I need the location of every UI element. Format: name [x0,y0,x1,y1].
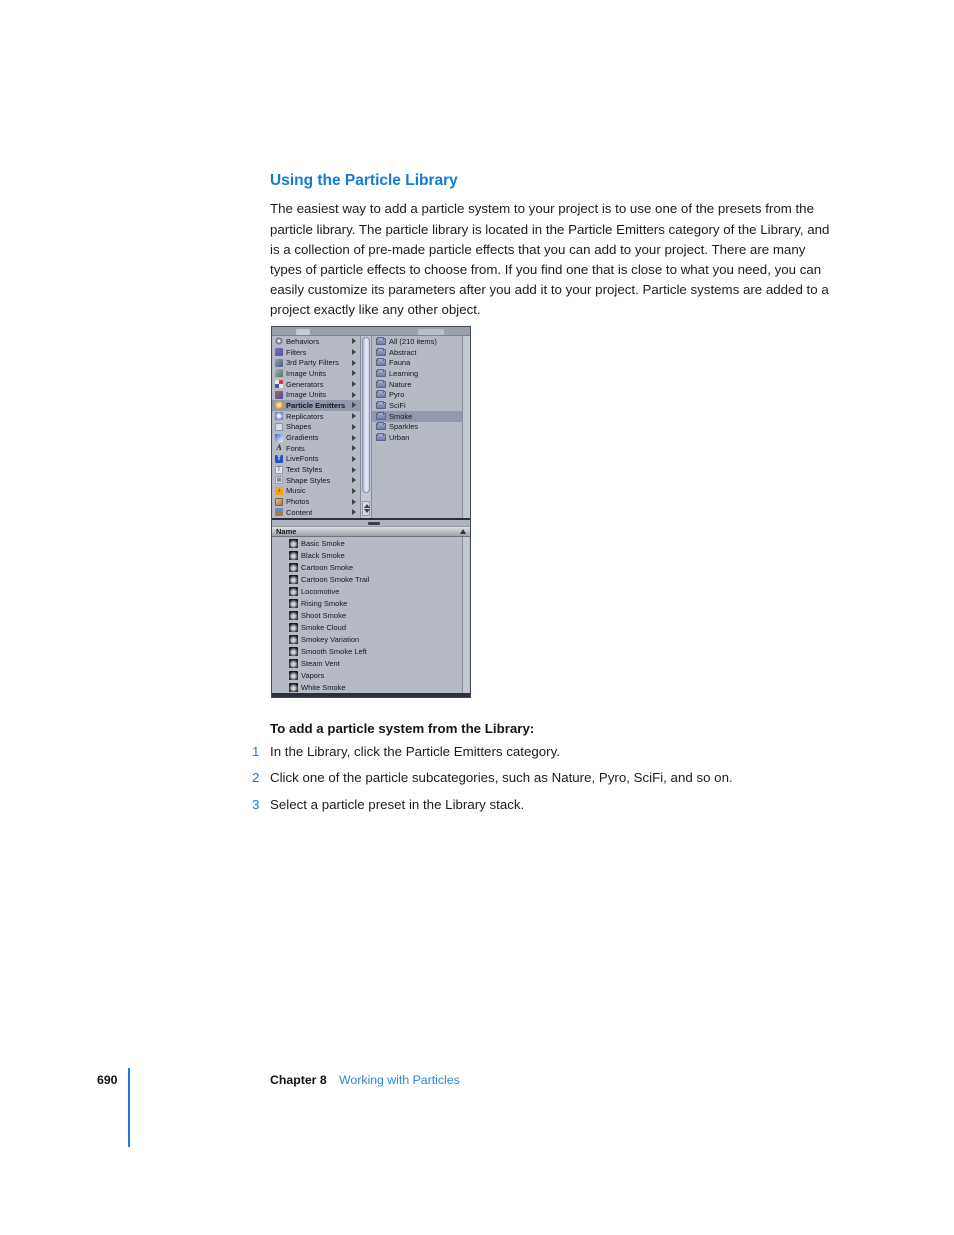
smoke-thumbnail-icon [289,563,298,572]
top-edge-fragment [296,329,310,336]
sort-ascending-icon[interactable] [460,529,466,534]
smoke-thumbnail-icon [289,683,298,692]
preset-row[interactable] [272,597,470,609]
image-units-icon [275,369,283,377]
category-label: Fonts [286,443,305,453]
subcategory-label: All (210 items) [389,336,437,346]
preset-label: Shoot Smoke [301,610,347,620]
subcategory-label: Abstract [389,347,417,357]
scroll-down-icon[interactable] [364,509,370,513]
preset-row[interactable] [272,537,470,549]
stack-scrollbar[interactable] [462,537,469,693]
subcategory-row[interactable] [372,347,462,358]
category-label: Behaviors [286,336,320,346]
folder-icon [376,338,386,345]
smoke-thumbnail-icon [289,575,298,584]
footer-rule [128,1068,130,1147]
preset-row[interactable] [272,573,470,585]
smoke-thumbnail-icon [289,635,298,644]
disclosure-arrow-icon [352,477,356,483]
category-row-behaviors[interactable] [272,336,360,347]
disclosure-arrow-icon [352,392,356,398]
preset-row[interactable] [272,561,470,573]
preset-row[interactable] [272,681,470,693]
disclosure-arrow-icon [352,360,356,366]
category-row-livefonts[interactable] [272,454,360,465]
category-row-photos[interactable] [272,496,360,507]
category-label: Particle Emitters [286,400,346,410]
step-text: Select a particle preset in the Library stack. [270,797,525,812]
preset-label: Basic Smoke [301,538,345,548]
preset-label: Smoke Cloud [301,622,347,632]
disclosure-arrow-icon [352,338,356,344]
preset-label: Smooth Smoke Left [301,646,367,656]
step-2 [252,770,852,785]
subcategory-label: Pyro [389,390,405,400]
category-label: Text Styles [286,465,323,475]
subcategory-row[interactable] [372,357,462,368]
category-row-replicators[interactable] [272,411,360,422]
step-text: Click one of the particle subcategories, such as Nature, Pyro, SciFi, and so on. [270,770,733,785]
scroll-up-icon[interactable] [364,504,370,508]
livefonts-icon [275,455,283,463]
smoke-thumbnail-icon [289,539,298,548]
subcategory-row[interactable] [372,400,462,411]
step-number: 1 [252,744,260,759]
disclosure-arrow-icon [352,424,356,430]
subcategory-row[interactable] [372,411,462,422]
folder-icon [376,402,386,409]
category-list [272,336,361,518]
category-row-music[interactable] [272,486,360,497]
preset-label: Steam Vent [301,658,340,668]
subcategory-row[interactable] [372,389,462,400]
content-icon [275,508,283,516]
disclosure-arrow-icon [352,445,356,451]
category-label: Gradients [286,433,319,443]
particle-emitters-icon [275,401,283,409]
preset-row[interactable] [272,609,470,621]
disclosure-arrow-icon [352,488,356,494]
page-number: 690 [97,1073,118,1087]
category-label: Filters [286,347,307,357]
filters-icon [275,348,283,356]
category-label: Shapes [286,422,312,432]
subcategory-row[interactable] [372,379,462,390]
disclosure-arrow-icon [352,402,356,408]
subcategory-label: Learning [389,368,419,378]
subcategory-scrollbar[interactable] [462,336,470,518]
smoke-thumbnail-icon [289,647,298,656]
subcategory-label: Urban [389,433,410,443]
subcategory-row[interactable] [372,368,462,379]
library-panel-screenshot [272,327,470,697]
preset-label: White Smoke [301,682,346,692]
category-label: Replicators [286,411,324,421]
category-label: LiveFonts [286,454,319,464]
subcategory-label: Fauna [389,358,411,368]
category-row-fonts[interactable] [272,443,360,454]
preset-label: Cartoon Smoke [301,562,354,572]
subcategory-label: Sparkles [389,422,419,432]
category-row-image-units[interactable] [272,368,360,379]
subcategory-label: SciFi [389,400,406,410]
category-row-generators[interactable] [272,379,360,390]
gradients-icon [275,434,283,442]
category-label: Generators [286,379,324,389]
subcategory-label: Smoke [389,411,413,421]
disclosure-arrow-icon [352,456,356,462]
preset-row[interactable] [272,549,470,561]
third-party-filters-icon [275,359,283,367]
disclosure-arrow-icon [352,381,356,387]
preset-row[interactable] [272,645,470,657]
preset-label: Rising Smoke [301,598,348,608]
folder-icon [376,381,386,388]
step-1 [252,744,852,759]
image-units-2-icon [275,391,283,399]
photos-icon [275,498,283,506]
smoke-thumbnail-icon [289,599,298,608]
scrollbar-thumb[interactable] [362,337,370,493]
category-label: Photos [286,497,310,507]
category-scrollbar[interactable] [361,336,372,518]
folder-icon [376,349,386,356]
category-row-filters[interactable] [272,347,360,358]
folder-icon [376,413,386,420]
step-number: 2 [252,770,260,785]
subcategory-list [372,336,462,518]
step-number: 3 [252,797,260,812]
name-column-label: Name [276,527,297,536]
preset-row[interactable] [272,669,470,681]
fonts-icon [275,444,283,452]
category-row-shape-styles[interactable] [272,475,360,486]
category-row-text-styles[interactable] [272,464,360,475]
preset-stack [272,537,470,693]
disclosure-arrow-icon [352,499,356,505]
music-icon [275,487,283,495]
preset-row[interactable] [272,633,470,645]
panel-bottom-edge [272,693,470,697]
category-row-particle-emitters[interactable] [272,400,360,411]
preset-label: Vapors [301,670,325,680]
preset-label: Cartoon Smoke Trail [301,574,370,584]
horizontal-scroll-thumb[interactable] [368,522,380,525]
preset-row[interactable] [272,657,470,669]
category-label: Image Units [286,368,327,378]
intro-paragraph: The easiest way to add a particle system to your project is to use one of the presets from the particle library. The particle library is located in the Particle Emitters category of the Library, and is a collection of pre-made particle effects that you can add to your project. There are many types of particle effects to choose from. If you find one that is close to what you need, you can easily customize its parameters after you add it to your project. Particle systems are added to a project exactly like any other object. [270,201,830,318]
scrollbar-arrows[interactable] [362,501,370,516]
category-label: Image Units [286,390,327,400]
top-edge-fragment [418,329,444,336]
category-label: 3rd Party Filters [286,358,339,368]
generators-icon [275,380,283,388]
folder-icon [376,359,386,366]
category-row-gradients[interactable] [272,432,360,443]
preset-row[interactable] [272,585,470,597]
shapes-icon [275,423,283,431]
stack-name-header[interactable] [272,527,470,537]
procedure-heading: To add a particle system from the Library: [270,721,535,736]
disclosure-arrow-icon [352,435,356,441]
category-row-content[interactable] [272,507,360,518]
smoke-thumbnail-icon [289,659,298,668]
chapter-label: Chapter 8 [270,1073,327,1087]
subcategory-label: Nature [389,379,412,389]
category-row-third-party-filters[interactable] [272,357,360,368]
category-label: Shape Styles [286,475,331,485]
subcategory-row[interactable] [372,432,462,443]
disclosure-arrow-icon [352,413,356,419]
smoke-thumbnail-icon [289,671,298,680]
folder-icon [376,434,386,441]
step-3 [252,797,852,812]
category-row-shapes[interactable] [272,422,360,433]
disclosure-arrow-icon [352,467,356,473]
text-styles-icon [275,466,283,474]
shape-styles-icon [275,476,283,484]
chapter-link[interactable]: Working with Particles [339,1073,460,1087]
smoke-thumbnail-icon [289,587,298,596]
horizontal-scrollbar[interactable] [272,520,470,527]
smoke-thumbnail-icon [289,551,298,560]
behaviors-icon [275,337,283,345]
category-label: Music [286,486,306,496]
folder-icon [376,391,386,398]
disclosure-arrow-icon [352,509,356,515]
step-text: In the Library, click the Particle Emitters category. [270,744,560,759]
smoke-thumbnail-icon [289,623,298,632]
folder-icon [376,423,386,430]
preset-label: Smokey Variation [301,634,360,644]
preset-label: Black Smoke [301,550,345,560]
page-title: Using the Particle Library [270,172,458,190]
smoke-thumbnail-icon [289,611,298,620]
preset-label: Locomotive [301,586,340,596]
preset-row[interactable] [272,621,470,633]
category-label: Content [286,507,313,517]
disclosure-arrow-icon [352,349,356,355]
subcategory-row[interactable] [372,422,462,433]
subcategory-row[interactable] [372,336,462,347]
panel-top-edge [272,327,470,336]
replicators-icon [275,412,283,420]
disclosure-arrow-icon [352,370,356,376]
category-row-image-units-2[interactable] [272,389,360,400]
folder-icon [376,370,386,377]
